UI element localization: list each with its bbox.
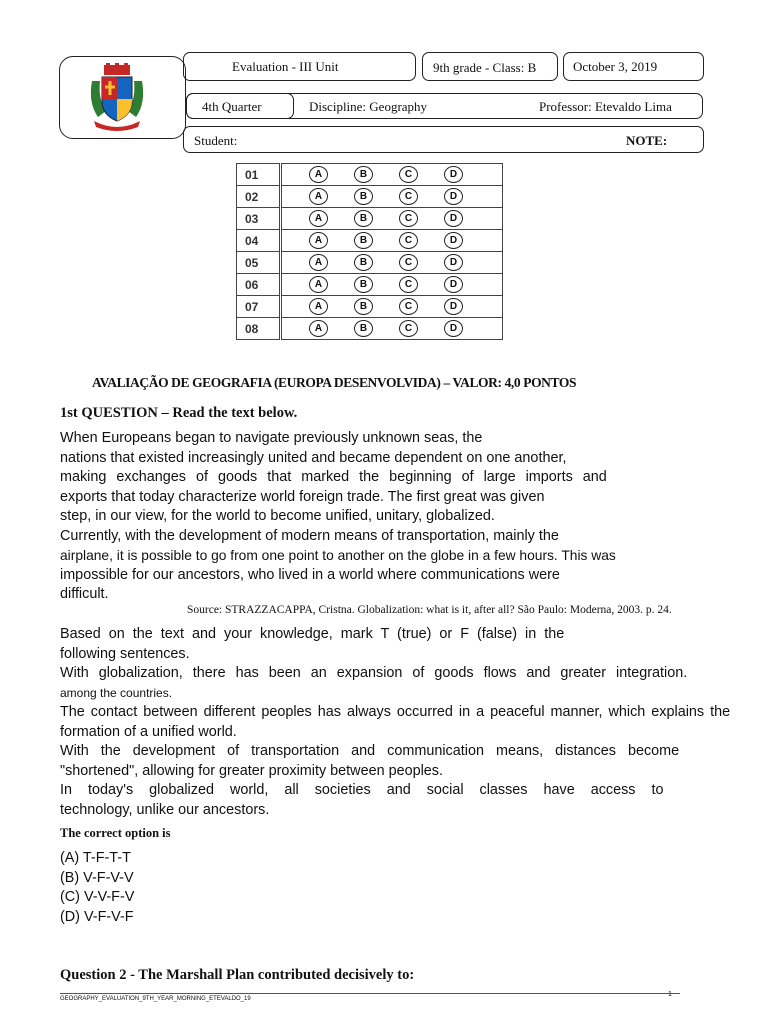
correct-option-label: The correct option is xyxy=(60,826,171,840)
text-line: making exchanges of goods that marked the beginning of large imports and xyxy=(60,469,607,485)
answer-bubble-b[interactable]: B xyxy=(354,210,373,227)
question-number: 03 xyxy=(237,208,281,230)
question-number: 01 xyxy=(237,164,281,186)
answer-bubble-c[interactable]: C xyxy=(399,320,418,337)
answer-bubble-a[interactable]: A xyxy=(309,320,328,337)
answer-choices xyxy=(60,849,134,927)
answer-bubble-a[interactable]: A xyxy=(309,210,328,227)
question-number: 02 xyxy=(237,186,281,208)
answer-bubble-c[interactable]: C xyxy=(399,276,418,293)
choice-d[interactable]: (D) V-F-V-F xyxy=(60,908,134,925)
answer-bubble-d[interactable]: D xyxy=(444,232,463,249)
statement-4: In today's globalized world, all societies and social classes have access to xyxy=(60,782,664,798)
school-crest-logo xyxy=(86,63,148,133)
question-number: 06 xyxy=(237,274,281,296)
answer-bubble-b[interactable]: B xyxy=(354,166,373,183)
text-line: airplane, it is possible to go from one point to another on the globe in a few hours. This was xyxy=(60,548,616,563)
student-box xyxy=(183,126,704,153)
text-line: nations that existed increasingly united and became dependent on one another, xyxy=(60,449,567,466)
answer-bubble-b[interactable]: B xyxy=(354,276,373,293)
answer-row xyxy=(237,296,503,318)
question-1-instructions xyxy=(60,625,760,820)
quarter: 4th Quarter xyxy=(202,99,262,114)
answer-bubble-d[interactable]: D xyxy=(444,188,463,205)
exam-date: October 3, 2019 xyxy=(573,59,658,74)
answer-bubble-c[interactable]: C xyxy=(399,254,418,271)
choice-b[interactable]: (B) V-F-V-V xyxy=(60,869,134,886)
text-line: impossible for our ancestors, who lived in a world where communications were xyxy=(60,566,560,583)
question-number: 07 xyxy=(237,296,281,318)
answer-row xyxy=(237,186,503,208)
text-line: Currently, with the development of modern means of transportation, mainly the xyxy=(60,527,559,544)
answer-bubble-b[interactable]: B xyxy=(354,232,373,249)
answer-bubble-b[interactable]: B xyxy=(354,320,373,337)
answer-options xyxy=(281,296,503,318)
answer-row xyxy=(237,208,503,230)
answer-bubble-b[interactable]: B xyxy=(354,298,373,315)
instruction-line: following sentences. xyxy=(60,645,190,662)
statement-4-cont: technology, unlike our ancestors. xyxy=(60,801,270,818)
answer-bubble-c[interactable]: C xyxy=(399,166,418,183)
answer-bubble-c[interactable]: C xyxy=(399,232,418,249)
answer-options xyxy=(281,274,503,296)
discipline: Discipline: Geography xyxy=(309,99,428,114)
student-label: Student: xyxy=(194,133,238,148)
question-number: 04 xyxy=(237,230,281,252)
footer-divider xyxy=(60,993,680,994)
quarter-box xyxy=(186,93,294,119)
note-label: NOTE: xyxy=(626,133,668,148)
statement-1: With globalization, there has been an expansion of goods flows and greater integration. xyxy=(60,665,688,681)
answer-grid xyxy=(236,163,503,340)
answer-bubble-d[interactable]: D xyxy=(444,276,463,293)
answer-row xyxy=(237,230,503,252)
question-2-heading: Question 2 - The Marshall Plan contributed decisively to: xyxy=(60,967,415,983)
answer-bubble-b[interactable]: B xyxy=(354,188,373,205)
statement-2: The contact between different peoples has always occurred in a peaceful manner, which explains the xyxy=(60,704,731,720)
choice-a[interactable]: (A) T-F-T-T xyxy=(60,850,131,866)
instruction-line: Based on the text and your knowledge, mark T (true) or F (false) in the xyxy=(60,626,565,642)
answer-options xyxy=(281,318,503,340)
answer-row xyxy=(237,164,503,186)
answer-options xyxy=(281,252,503,274)
text-line: step, in our view, for the world to become unified, unitary, globalized. xyxy=(60,508,495,524)
answer-bubble-d[interactable]: D xyxy=(444,320,463,337)
grade-box xyxy=(422,52,558,81)
answer-row xyxy=(237,274,503,296)
answer-row xyxy=(237,318,503,340)
answer-bubble-c[interactable]: C xyxy=(399,210,418,227)
answer-bubble-a[interactable]: A xyxy=(309,298,328,315)
professor: Professor: Etevaldo Lima xyxy=(539,99,672,114)
answer-options xyxy=(281,164,503,186)
answer-bubble-d[interactable]: D xyxy=(444,254,463,271)
footer-filename: GEOGRAPHY_EVALUATION_9TH_YEAR_MORNING_ETEVALDO_19 xyxy=(60,996,251,1002)
page-number: 1 xyxy=(668,991,672,998)
exam-title: AVALIAÇÃO DE GEOGRAFIA (EUROPA DESENVOLVIDA) – VALOR: 4,0 PONTOS xyxy=(92,375,577,390)
text-line: exports that today characterize world foreign trade. The first great was given xyxy=(60,488,545,505)
answer-bubble-d[interactable]: D xyxy=(444,166,463,183)
statement-3-cont: "shortened", allowing for greater proximity between peoples. xyxy=(60,762,443,779)
answer-options xyxy=(281,230,503,252)
answer-options xyxy=(281,186,503,208)
statement-2-cont: formation of a unified world. xyxy=(60,723,237,740)
answer-row xyxy=(237,252,503,274)
answer-bubble-a[interactable]: A xyxy=(309,232,328,249)
logo-frame xyxy=(59,56,186,139)
answer-bubble-c[interactable]: C xyxy=(399,188,418,205)
choice-c[interactable]: (C) V-V-F-V xyxy=(60,889,135,905)
statement-3: With the development of transportation and communication means, distances become xyxy=(60,743,680,759)
source-citation: Source: STRAZZACAPPA, Cristna. Globalization: what is it, after all? São Paulo: Moderna, 2003. p. 24. xyxy=(187,604,672,616)
answer-bubble-b[interactable]: B xyxy=(354,254,373,271)
answer-bubble-a[interactable]: A xyxy=(309,188,328,205)
answer-bubble-a[interactable]: A xyxy=(309,166,328,183)
question-number: 05 xyxy=(237,252,281,274)
question-1-heading: 1st QUESTION – Read the text below. xyxy=(60,405,298,421)
evaluation-title: Evaluation - III Unit xyxy=(232,59,339,74)
answer-options xyxy=(281,208,503,230)
question-number: 08 xyxy=(237,318,281,340)
answer-bubble-a[interactable]: A xyxy=(309,276,328,293)
text-line: When Europeans began to navigate previously unknown seas, the xyxy=(60,430,483,446)
date-box xyxy=(563,52,704,81)
answer-bubble-d[interactable]: D xyxy=(444,298,463,315)
statement-1-cont: among the countries. xyxy=(60,685,173,700)
text-line: difficult. xyxy=(60,586,109,602)
answer-bubble-c[interactable]: C xyxy=(399,298,418,315)
grade-class: 9th grade - Class: B xyxy=(433,60,537,75)
question-1-text xyxy=(60,429,680,605)
answer-bubble-a[interactable]: A xyxy=(309,254,328,271)
answer-bubble-d[interactable]: D xyxy=(444,210,463,227)
evaluation-box xyxy=(183,52,416,81)
